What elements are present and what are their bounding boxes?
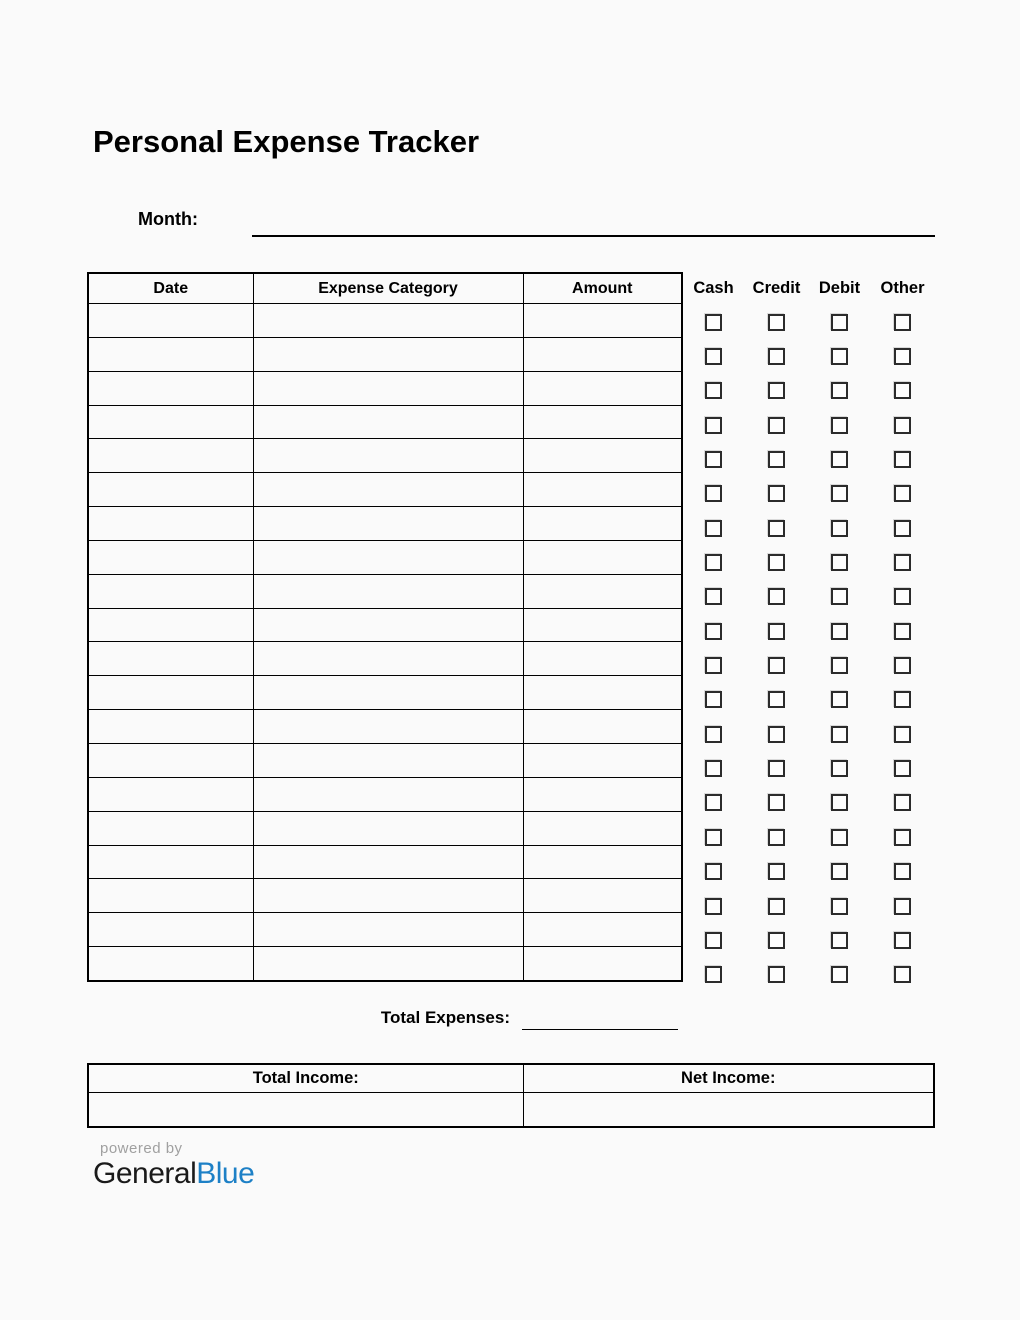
expense-cell-date[interactable] <box>88 337 253 371</box>
expense-row <box>88 913 682 947</box>
payment-cell-debit <box>808 374 871 408</box>
checkbox-debit[interactable] <box>831 863 848 880</box>
checkbox-debit[interactable] <box>831 932 848 949</box>
expense-row <box>88 777 682 811</box>
checkbox-credit[interactable] <box>768 898 785 915</box>
payment-cell-other <box>871 786 934 820</box>
expense-row <box>88 304 682 338</box>
income-table-header-row <box>88 1064 934 1093</box>
checkbox-other[interactable] <box>894 691 911 708</box>
payment-cell-other <box>871 511 934 545</box>
expense-row <box>88 743 682 777</box>
payment-cell-debit <box>808 339 871 373</box>
payment-cell-credit <box>745 683 808 717</box>
payment-cell-credit <box>745 339 808 373</box>
expense-row <box>88 845 682 879</box>
checkbox-credit[interactable] <box>768 520 785 537</box>
expense-cell-date[interactable] <box>88 676 253 710</box>
checkbox-other[interactable] <box>894 451 911 468</box>
payment-cell-other <box>871 374 934 408</box>
payment-cell-cash <box>682 648 745 682</box>
checkbox-cash[interactable] <box>705 520 722 537</box>
expense-cell-amount[interactable] <box>523 947 682 981</box>
checkbox-other[interactable] <box>894 382 911 399</box>
expense-cell-date[interactable] <box>88 743 253 777</box>
expense-cell-amount[interactable] <box>523 507 682 541</box>
expense-cell-category[interactable] <box>253 405 523 439</box>
checkbox-other[interactable] <box>894 314 911 331</box>
expense-cell-category[interactable] <box>253 845 523 879</box>
expense-cell-category[interactable] <box>253 710 523 744</box>
expense-row <box>88 947 682 981</box>
expense-col-amount: Amount <box>523 273 682 304</box>
payment-cell-debit <box>808 786 871 820</box>
payment-cell-debit <box>808 889 871 923</box>
income-header-total: Total Income: <box>88 1064 523 1093</box>
checkbox-debit[interactable] <box>831 623 848 640</box>
expense-row <box>88 879 682 913</box>
checkbox-other[interactable] <box>894 829 911 846</box>
expense-table <box>87 272 683 982</box>
expense-cell-date[interactable] <box>88 371 253 405</box>
expense-cell-date[interactable] <box>88 608 253 642</box>
checkbox-cash[interactable] <box>705 417 722 434</box>
checkbox-cash[interactable] <box>705 657 722 674</box>
expense-cell-amount[interactable] <box>523 777 682 811</box>
checkbox-cash[interactable] <box>705 451 722 468</box>
payment-cell-cash <box>682 442 745 476</box>
payment-cell-other <box>871 477 934 511</box>
payment-cell-other <box>871 339 934 373</box>
checkbox-credit[interactable] <box>768 691 785 708</box>
checkbox-cash[interactable] <box>705 726 722 743</box>
brand-blue: Blue <box>196 1157 255 1190</box>
checkbox-debit[interactable] <box>831 829 848 846</box>
payment-cell-other <box>871 683 934 717</box>
expense-cell-date[interactable] <box>88 507 253 541</box>
payment-cell-credit <box>745 545 808 579</box>
expense-table-header-row <box>88 273 682 304</box>
expense-cell-date[interactable] <box>88 574 253 608</box>
checkbox-debit[interactable] <box>831 726 848 743</box>
payment-cell-cash <box>682 614 745 648</box>
payment-cell-cash <box>682 751 745 785</box>
expense-cell-category[interactable] <box>253 811 523 845</box>
checkbox-debit[interactable] <box>831 588 848 605</box>
expense-row <box>88 439 682 473</box>
payment-cell-cash <box>682 339 745 373</box>
checkbox-other[interactable] <box>894 863 911 880</box>
expense-cell-date[interactable] <box>88 879 253 913</box>
expense-cell-category[interactable] <box>253 608 523 642</box>
checkbox-other[interactable] <box>894 932 911 949</box>
checkbox-credit[interactable] <box>768 451 785 468</box>
payment-cell-other <box>871 889 934 923</box>
income-table-value-row <box>88 1093 934 1128</box>
payment-cell-other <box>871 717 934 751</box>
payment-cell-cash <box>682 717 745 751</box>
expense-cell-category[interactable] <box>253 676 523 710</box>
payment-cell-credit <box>745 855 808 889</box>
checkbox-debit[interactable] <box>831 485 848 502</box>
expense-cell-category[interactable] <box>253 947 523 981</box>
expense-table-body <box>88 304 682 981</box>
expense-cell-category[interactable] <box>253 777 523 811</box>
checkbox-other[interactable] <box>894 657 911 674</box>
expense-cell-category[interactable] <box>253 371 523 405</box>
checkbox-cash[interactable] <box>705 623 722 640</box>
income-table <box>87 1063 935 1128</box>
checkbox-credit[interactable] <box>768 760 785 777</box>
expense-cell-date[interactable] <box>88 540 253 574</box>
expense-cell-category[interactable] <box>253 913 523 947</box>
expense-row <box>88 642 682 676</box>
payment-cell-credit <box>745 305 808 339</box>
payment-cell-debit <box>808 408 871 442</box>
payment-cell-cash <box>682 889 745 923</box>
payment-cell-debit <box>808 751 871 785</box>
checkbox-debit[interactable] <box>831 794 848 811</box>
expense-cell-date[interactable] <box>88 405 253 439</box>
payment-cell-other <box>871 442 934 476</box>
expense-col-date: Date <box>88 273 253 304</box>
checkbox-credit[interactable] <box>768 829 785 846</box>
checkbox-debit[interactable] <box>831 451 848 468</box>
payment-cell-cash <box>682 408 745 442</box>
checkbox-cash[interactable] <box>705 691 722 708</box>
expense-cell-amount[interactable] <box>523 913 682 947</box>
income-value-total[interactable] <box>88 1093 523 1128</box>
checkbox-debit[interactable] <box>831 898 848 915</box>
checkbox-cash[interactable] <box>705 898 722 915</box>
checkbox-other[interactable] <box>894 966 911 983</box>
checkbox-other[interactable] <box>894 485 911 502</box>
payment-cell-cash <box>682 305 745 339</box>
checkbox-cash[interactable] <box>705 863 722 880</box>
payment-cell-cash <box>682 786 745 820</box>
expense-cell-amount[interactable] <box>523 405 682 439</box>
expense-cell-category[interactable] <box>253 574 523 608</box>
payment-cell-credit <box>745 958 808 992</box>
expense-cell-amount[interactable] <box>523 845 682 879</box>
checkbox-cash[interactable] <box>705 588 722 605</box>
payment-cell-other <box>871 751 934 785</box>
payment-cell-cash <box>682 958 745 992</box>
checkbox-cash[interactable] <box>705 760 722 777</box>
expense-cell-category[interactable] <box>253 743 523 777</box>
checkbox-credit[interactable] <box>768 657 785 674</box>
expense-cell-amount[interactable] <box>523 642 682 676</box>
expense-cell-category[interactable] <box>253 540 523 574</box>
checkbox-other[interactable] <box>894 623 911 640</box>
payment-cell-cash <box>682 580 745 614</box>
checkbox-credit[interactable] <box>768 794 785 811</box>
checkbox-debit[interactable] <box>831 348 848 365</box>
expense-row <box>88 574 682 608</box>
expense-row <box>88 405 682 439</box>
payment-cell-debit <box>808 580 871 614</box>
payment-cell-credit <box>745 580 808 614</box>
expense-cell-amount[interactable] <box>523 743 682 777</box>
expense-cell-category[interactable] <box>253 507 523 541</box>
checkbox-debit[interactable] <box>831 760 848 777</box>
payment-cell-credit <box>745 408 808 442</box>
checkbox-other[interactable] <box>894 520 911 537</box>
expense-cell-amount[interactable] <box>523 473 682 507</box>
expense-cell-category[interactable] <box>253 879 523 913</box>
expense-cell-date[interactable] <box>88 811 253 845</box>
expense-row <box>88 710 682 744</box>
expense-col-category: Expense Category <box>253 273 523 304</box>
checkbox-credit[interactable] <box>768 314 785 331</box>
expense-cell-amount[interactable] <box>523 540 682 574</box>
checkbox-debit[interactable] <box>831 657 848 674</box>
payment-cell-debit <box>808 614 871 648</box>
payment-cell-debit <box>808 820 871 854</box>
expense-cell-amount[interactable] <box>523 304 682 338</box>
payment-cell-credit <box>745 751 808 785</box>
expense-cell-date[interactable] <box>88 473 253 507</box>
payment-cell-other <box>871 820 934 854</box>
payment-cell-other <box>871 614 934 648</box>
brand-general: General <box>93 1157 197 1190</box>
payment-cell-cash <box>682 477 745 511</box>
checkbox-credit[interactable] <box>768 588 785 605</box>
payment-cell-credit <box>745 374 808 408</box>
checkbox-credit[interactable] <box>768 932 785 949</box>
payment-cell-credit <box>745 923 808 957</box>
checkbox-other[interactable] <box>894 417 911 434</box>
payment-cell-other <box>871 958 934 992</box>
expense-row <box>88 371 682 405</box>
payment-cell-other <box>871 648 934 682</box>
expense-cell-category[interactable] <box>253 642 523 676</box>
month-label: Month: <box>138 209 198 229</box>
checkbox-cash[interactable] <box>705 485 722 502</box>
payment-cell-cash <box>682 855 745 889</box>
payment-cell-debit <box>808 717 871 751</box>
expense-row <box>88 811 682 845</box>
expense-cell-date[interactable] <box>88 845 253 879</box>
payment-cell-other <box>871 580 934 614</box>
checkbox-credit[interactable] <box>768 966 785 983</box>
checkbox-cash[interactable] <box>705 829 722 846</box>
expense-cell-amount[interactable] <box>523 710 682 744</box>
checkbox-other[interactable] <box>894 588 911 605</box>
payment-cell-cash <box>682 374 745 408</box>
payment-cell-other <box>871 923 934 957</box>
payment-cell-debit <box>808 305 871 339</box>
expense-cell-date[interactable] <box>88 947 253 981</box>
expense-row <box>88 676 682 710</box>
payment-cell-other <box>871 545 934 579</box>
payment-cell-debit <box>808 511 871 545</box>
payment-grid <box>682 272 934 992</box>
checkbox-cash[interactable] <box>705 794 722 811</box>
payment-cell-cash <box>682 545 745 579</box>
checkbox-debit[interactable] <box>831 382 848 399</box>
payment-cell-debit <box>808 923 871 957</box>
checkbox-other[interactable] <box>894 760 911 777</box>
income-header-net: Net Income: <box>523 1064 934 1093</box>
payment-cell-debit <box>808 545 871 579</box>
payment-cell-credit <box>745 614 808 648</box>
payment-cell-other <box>871 408 934 442</box>
payment-cell-debit <box>808 958 871 992</box>
expense-cell-date[interactable] <box>88 439 253 473</box>
checkbox-debit[interactable] <box>831 417 848 434</box>
expense-cell-category[interactable] <box>253 473 523 507</box>
month-input-line[interactable] <box>252 212 935 237</box>
expense-cell-amount[interactable] <box>523 608 682 642</box>
total-expenses-input-line[interactable] <box>522 1010 678 1030</box>
expense-row <box>88 608 682 642</box>
checkbox-credit[interactable] <box>768 863 785 880</box>
expense-row <box>88 473 682 507</box>
payment-col-debit: Debit <box>818 279 861 297</box>
payment-cell-debit <box>808 477 871 511</box>
payment-cell-debit <box>808 442 871 476</box>
checkbox-cash[interactable] <box>705 348 722 365</box>
expense-cell-date[interactable] <box>88 913 253 947</box>
expense-cell-amount[interactable] <box>523 337 682 371</box>
expense-cell-amount[interactable] <box>523 371 682 405</box>
expense-cell-category[interactable] <box>253 439 523 473</box>
checkbox-credit[interactable] <box>768 348 785 365</box>
checkbox-credit[interactable] <box>768 554 785 571</box>
checkbox-other[interactable] <box>894 726 911 743</box>
checkbox-credit[interactable] <box>768 726 785 743</box>
payment-cell-other <box>871 305 934 339</box>
powered-by-text: powered by <box>100 1140 183 1157</box>
payment-cell-credit <box>745 786 808 820</box>
expense-cell-date[interactable] <box>88 304 253 338</box>
income-value-net[interactable] <box>523 1093 934 1128</box>
expense-row <box>88 507 682 541</box>
payment-cell-debit <box>808 648 871 682</box>
expense-cell-amount[interactable] <box>523 574 682 608</box>
checkbox-debit[interactable] <box>831 554 848 571</box>
expense-cell-category[interactable] <box>253 337 523 371</box>
payment-cell-debit <box>808 683 871 717</box>
checkbox-cash[interactable] <box>705 382 722 399</box>
expense-cell-amount[interactable] <box>523 676 682 710</box>
checkbox-debit[interactable] <box>831 314 848 331</box>
expense-cell-amount[interactable] <box>523 439 682 473</box>
brand-logo <box>93 1157 254 1191</box>
expense-cell-date[interactable] <box>88 710 253 744</box>
payment-cell-credit <box>745 511 808 545</box>
payment-cell-credit <box>745 820 808 854</box>
expense-row <box>88 337 682 371</box>
checkbox-other[interactable] <box>894 348 911 365</box>
checkbox-credit[interactable] <box>768 417 785 434</box>
checkbox-cash[interactable] <box>705 554 722 571</box>
payment-cell-cash <box>682 820 745 854</box>
expense-cell-category[interactable] <box>253 304 523 338</box>
payment-cell-cash <box>682 923 745 957</box>
payment-cell-credit <box>745 477 808 511</box>
expense-cell-amount[interactable] <box>523 811 682 845</box>
checkbox-cash[interactable] <box>705 314 722 331</box>
checkbox-debit[interactable] <box>831 966 848 983</box>
payment-cell-credit <box>745 889 808 923</box>
payment-col-cash: Cash <box>693 279 734 297</box>
payment-cell-debit <box>808 855 871 889</box>
expense-cell-date[interactable] <box>88 642 253 676</box>
checkbox-other[interactable] <box>894 794 911 811</box>
checkbox-credit[interactable] <box>768 623 785 640</box>
expense-row <box>88 540 682 574</box>
checkbox-cash[interactable] <box>705 932 722 949</box>
page-title: Personal Expense Tracker <box>93 124 480 159</box>
checkbox-cash[interactable] <box>705 966 722 983</box>
total-expenses-label: Total Expenses: <box>380 1008 510 1027</box>
expense-cell-amount[interactable] <box>523 879 682 913</box>
expense-cell-date[interactable] <box>88 777 253 811</box>
payment-cell-cash <box>682 511 745 545</box>
checkbox-other[interactable] <box>894 898 911 915</box>
payment-cell-credit <box>745 717 808 751</box>
checkbox-credit[interactable] <box>768 485 785 502</box>
checkbox-credit[interactable] <box>768 382 785 399</box>
payment-col-credit: Credit <box>752 279 801 297</box>
payment-cell-other <box>871 855 934 889</box>
checkbox-debit[interactable] <box>831 520 848 537</box>
payment-col-other: Other <box>880 279 925 297</box>
checkbox-debit[interactable] <box>831 691 848 708</box>
payment-cell-credit <box>745 442 808 476</box>
payment-cell-cash <box>682 683 745 717</box>
checkbox-other[interactable] <box>894 554 911 571</box>
payment-cell-credit <box>745 648 808 682</box>
